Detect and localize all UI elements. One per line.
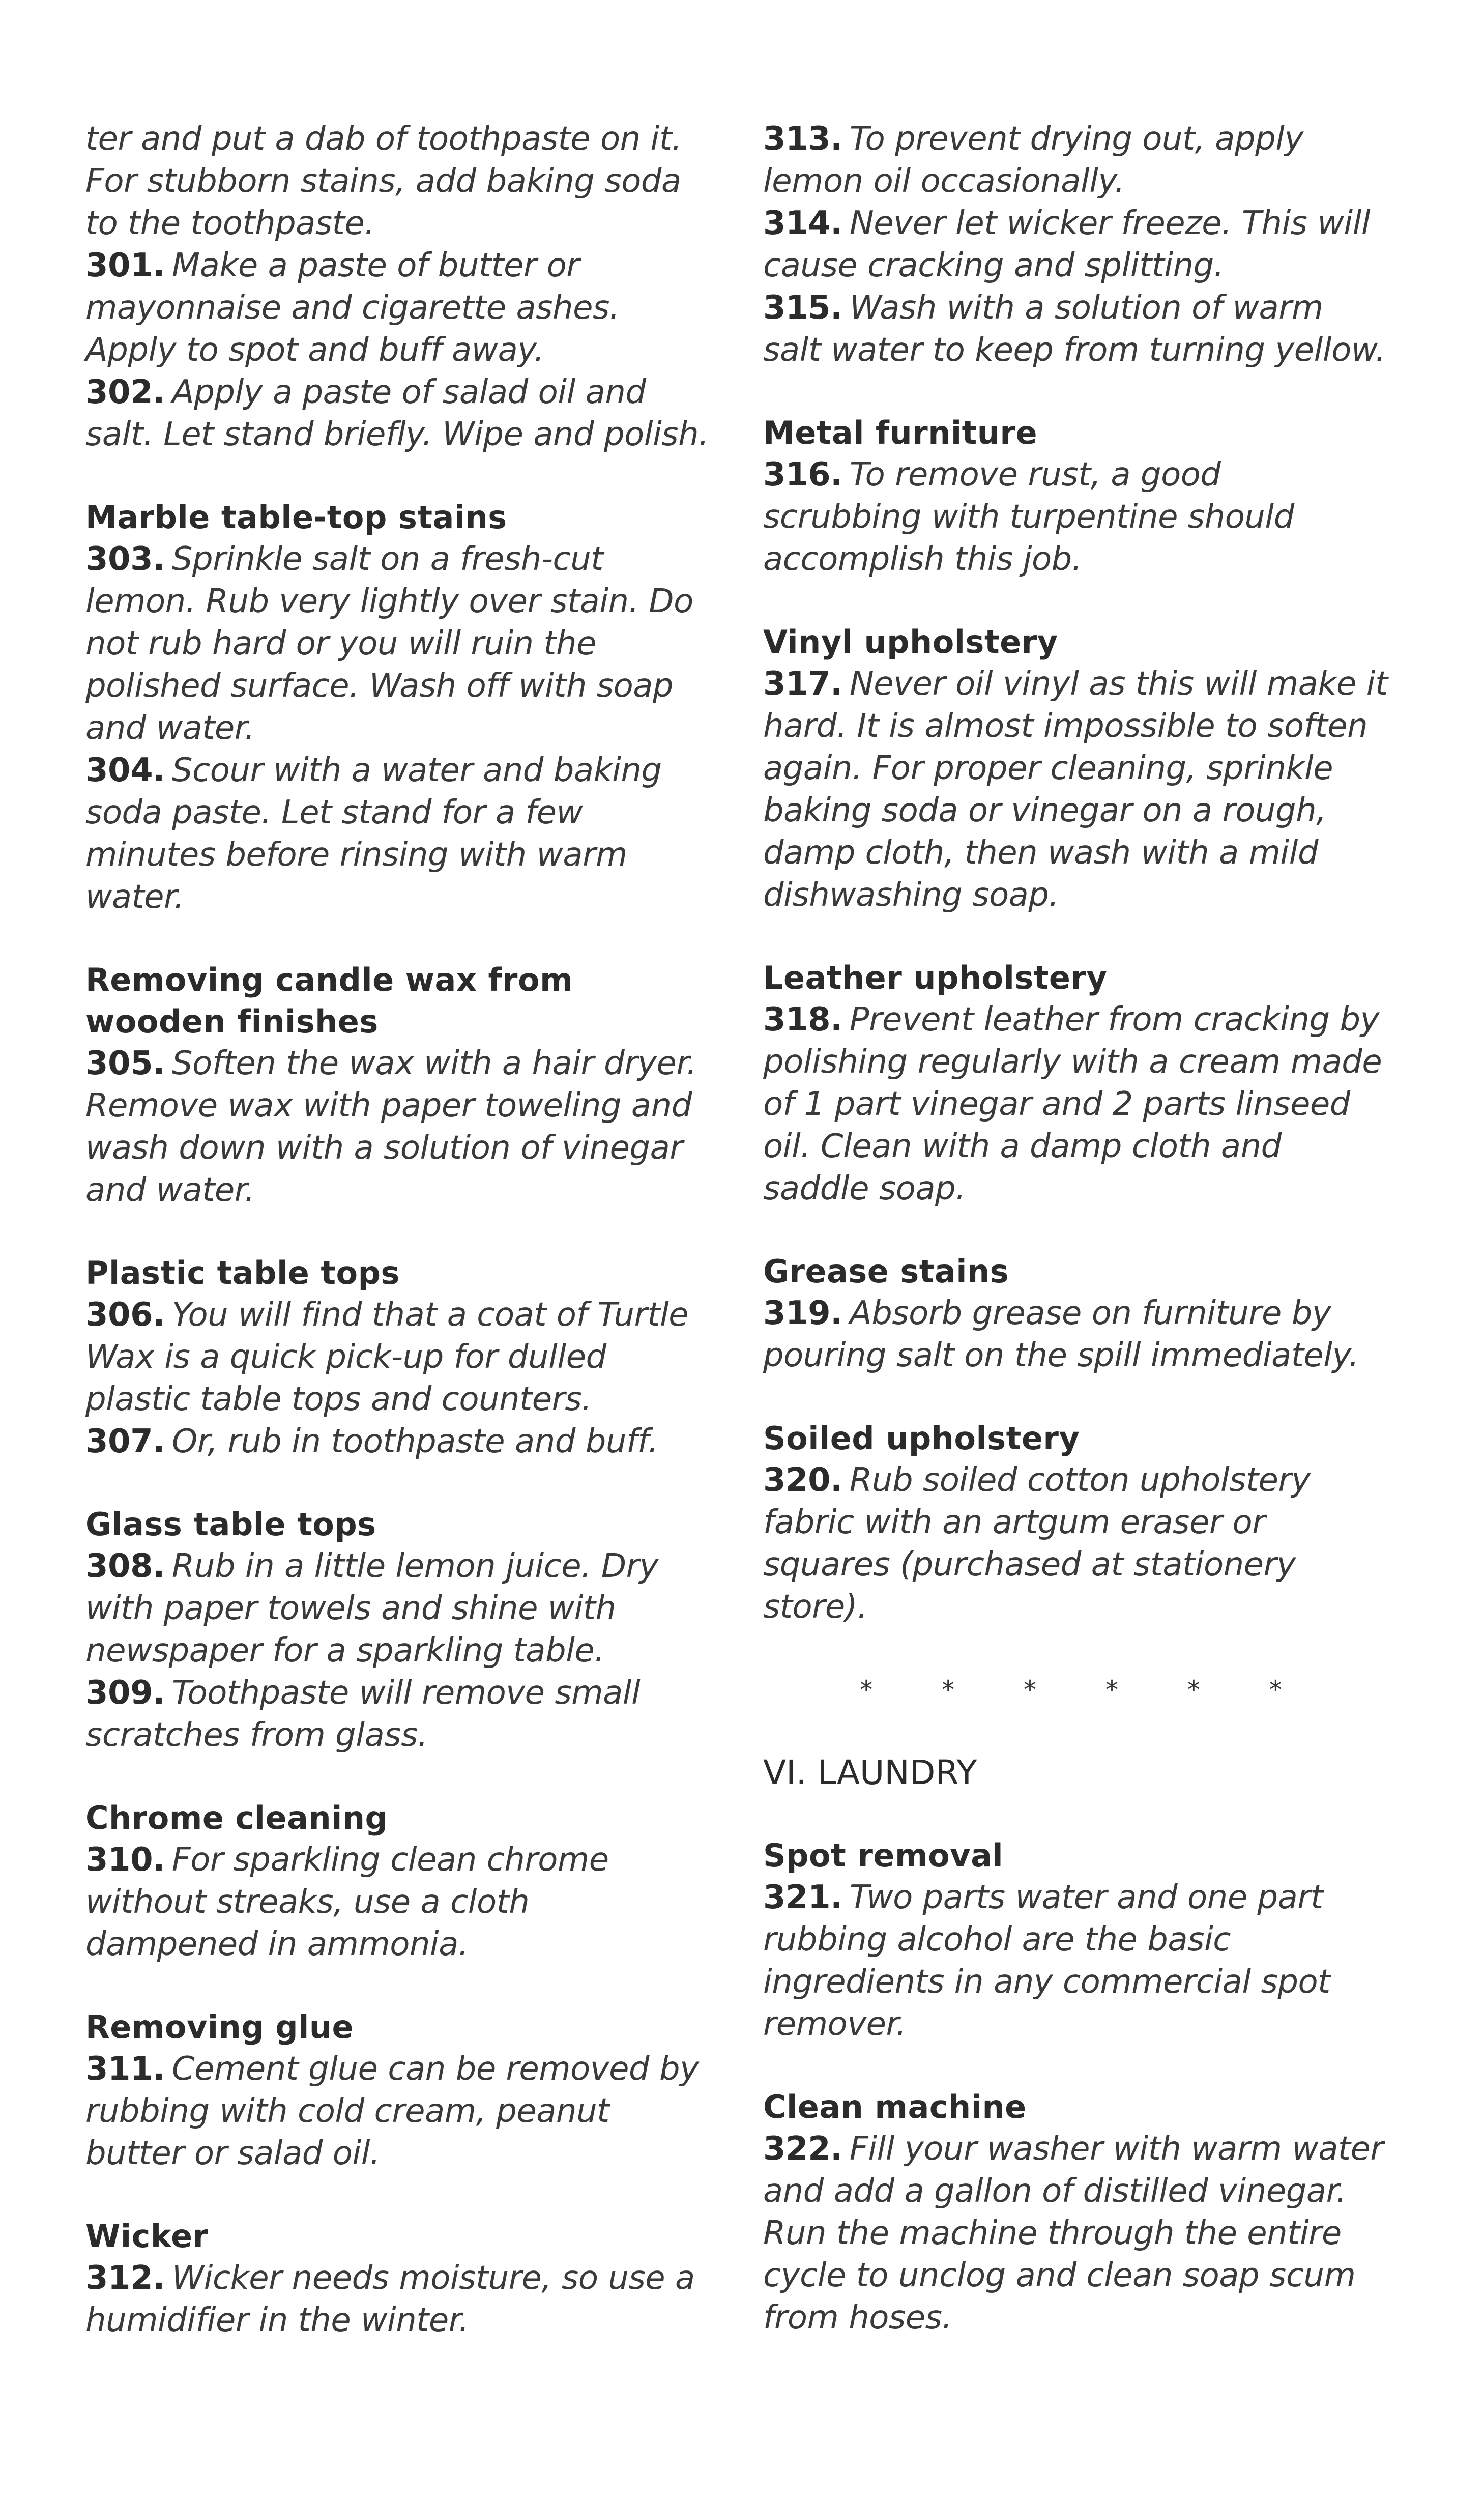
- tip-302: [85, 371, 711, 456]
- tip-305: [85, 1043, 711, 1212]
- tip-311: [85, 2048, 711, 2175]
- tip-number: 303.: [85, 540, 165, 578]
- tip-304: [85, 750, 711, 918]
- tip-text: Rub in a little lemon juice. Dry with paper towels and shine with newspaper for a sparkling table.: [85, 1547, 658, 1670]
- tip-number: 310.: [85, 1841, 165, 1879]
- wicker-continued: [763, 118, 1389, 371]
- tip-number: 308.: [85, 1547, 165, 1585]
- section-vinyl: [763, 621, 1389, 916]
- section-glue: [85, 2006, 711, 2175]
- tip-text: Scour with a water and baking soda paste. Let stand for a few minutes before rinsing with warm water.: [85, 752, 662, 916]
- tip-number: 322.: [763, 2130, 842, 2168]
- tip-number: 313.: [763, 120, 842, 158]
- tip-314: [763, 203, 1389, 287]
- intro-text: ter and put a dab of toothpaste on it. For stubborn stains, add baking soda to the toothpaste.: [85, 120, 682, 242]
- tip-317: [763, 663, 1389, 916]
- tip-number: 311.: [85, 2050, 165, 2088]
- tip-number: 314.: [763, 205, 842, 242]
- tip-321: [763, 1877, 1389, 2046]
- tip-text: Two parts water and one part rubbing alcohol are the basic ingredients in any commercial spot remover.: [763, 1879, 1330, 2043]
- section-heading: Soiled upholstery: [763, 1420, 1080, 1457]
- tip-313: [763, 118, 1389, 203]
- tip-text: You will find that a coat of Turtle Wax is a quick pick-up for dulled plastic table tops and counters.: [85, 1296, 689, 1418]
- tip-number: 301.: [85, 247, 165, 284]
- tip-text: Cement glue can be removed by rubbing with cold cream, peanut butter or salad oil.: [85, 2050, 699, 2172]
- tip-text: Sprinkle salt on a fresh-cut lemon. Rub very lightly over stain. Do not rub hard or you will ruin the polished surface. Wash off with soap and water.: [85, 540, 693, 747]
- section-soiled: [763, 1418, 1389, 1628]
- right-column: [763, 118, 1389, 2380]
- section-heading: Removing candle wax from wooden finishes: [85, 961, 573, 1040]
- tip-320: [763, 1459, 1389, 1628]
- tip-301: [85, 245, 711, 371]
- tip-315: [763, 287, 1389, 371]
- tip-310: [85, 1839, 711, 1966]
- section-chrome: [85, 1797, 711, 1966]
- section-heading: Spot removal: [763, 1837, 1004, 1874]
- intro-block: [85, 118, 711, 456]
- tip-319: [763, 1292, 1389, 1377]
- section-heading: Wicker: [85, 2218, 209, 2255]
- section-heading: Clean machine: [763, 2088, 1027, 2125]
- tip-text: Make a paste of butter or mayonnaise and cigarette ashes. Apply to spot and buff away.: [85, 247, 620, 369]
- tip-309: [85, 1672, 711, 1757]
- tip-text: Absorb grease on furniture by pouring salt on the spill immediately.: [763, 1295, 1359, 1374]
- section-wicker: [85, 2216, 711, 2342]
- tip-number: 302.: [85, 373, 165, 411]
- tip-number: 305.: [85, 1045, 165, 1082]
- tip-text: Rub soiled cotton upholstery fabric with an artgum eraser or squares (purchased at stationery store).: [763, 1461, 1311, 1626]
- tip-number: 319.: [763, 1295, 842, 1332]
- tip-318: [763, 999, 1389, 1210]
- section-leather: [763, 957, 1389, 1210]
- tip-text: Never let wicker freeze. This will cause cracking and splitting.: [763, 205, 1371, 284]
- tip-text: To prevent drying out, apply lemon oil occasionally.: [763, 120, 1303, 200]
- section-heading: Glass table tops: [85, 1506, 376, 1543]
- section-heading: Plastic table tops: [85, 1254, 400, 1291]
- tip-text: For sparkling clean chrome without streaks, use a cloth dampened in ammonia.: [85, 1841, 609, 1963]
- tip-307: [85, 1421, 711, 1463]
- section-glass: [85, 1504, 711, 1757]
- section-heading: Marble table-top stains: [85, 499, 507, 536]
- section-heading: Leather upholstery: [763, 959, 1108, 996]
- section-heading: Vinyl upholstery: [763, 623, 1058, 660]
- section-grease: [763, 1251, 1389, 1377]
- tip-303: [85, 538, 711, 750]
- tip-text: Apply a paste of salad oil and salt. Let stand briefly. Wipe and polish.: [85, 373, 709, 453]
- tip-306: [85, 1294, 711, 1421]
- section-marble: [85, 497, 711, 918]
- section-heading: Removing glue: [85, 2008, 354, 2046]
- tip-text: Soften the wax with a hair dryer. Remove wax with paper toweling and wash down with a solution of vinegar and water.: [85, 1045, 697, 1209]
- section-metal: [763, 412, 1389, 581]
- section-spot-removal: [763, 1835, 1389, 2046]
- section-heading: Metal furniture: [763, 414, 1038, 451]
- tip-text: Or, rub in toothpaste and buff.: [171, 1423, 658, 1460]
- tip-text: Fill your washer with warm water and add a gallon of distilled vinegar. Run the machine through the entire cycle to unclog and clean soap scum from hoses.: [763, 2130, 1384, 2337]
- tip-text: Toothpaste will remove small scratches from glass.: [85, 1674, 641, 1754]
- tip-number: 315.: [763, 289, 842, 327]
- tip-number: 312.: [85, 2259, 165, 2297]
- chapter-title: VI. LAUNDRY: [763, 1753, 977, 1792]
- tip-308: [85, 1545, 711, 1672]
- tip-text: Never oil vinyl as this will make it hard. It is almost impossible to soften again. For proper cleaning, sprinkle baking soda or vinegar on a rough, damp cloth, then wash with a mild dishwashing soap.: [763, 665, 1388, 914]
- tip-text: Wicker needs moisture, so use a humidifier in the winter.: [85, 2259, 695, 2339]
- separator-stars: * * * * * *: [860, 1675, 1313, 1705]
- tip-number: 320.: [763, 1461, 842, 1499]
- tip-316: [763, 454, 1389, 581]
- section-plastic: [85, 1252, 711, 1463]
- tip-312: [85, 2257, 711, 2342]
- tip-number: 304.: [85, 752, 165, 789]
- section-heading: Grease stains: [763, 1253, 1009, 1290]
- tip-number: 307.: [85, 1423, 165, 1460]
- tip-number: 321.: [763, 1879, 842, 1916]
- tip-number: 306.: [85, 1296, 165, 1334]
- section-candle-wax: [85, 959, 711, 1212]
- section-clean-machine: [763, 2086, 1389, 2339]
- section-heading: Chrome cleaning: [85, 1799, 388, 1836]
- tip-number: 309.: [85, 1674, 165, 1712]
- tip-number: 318.: [763, 1001, 842, 1039]
- tip-text: To remove rust, a good scrubbing with turpentine should accomplish this job.: [763, 456, 1294, 578]
- left-column: [85, 118, 711, 2382]
- tip-322: [763, 2128, 1389, 2339]
- tip-number: 316.: [763, 456, 842, 494]
- tip-number: 317.: [763, 665, 842, 703]
- tip-text: Prevent leather from cracking by polishing regularly with a cream made of 1 part vinegar and 2 parts linseed oil. Clean with a damp cloth and saddle soap.: [763, 1001, 1382, 1208]
- tip-text: Wash with a solution of warm salt water to keep from turning yellow.: [763, 289, 1386, 369]
